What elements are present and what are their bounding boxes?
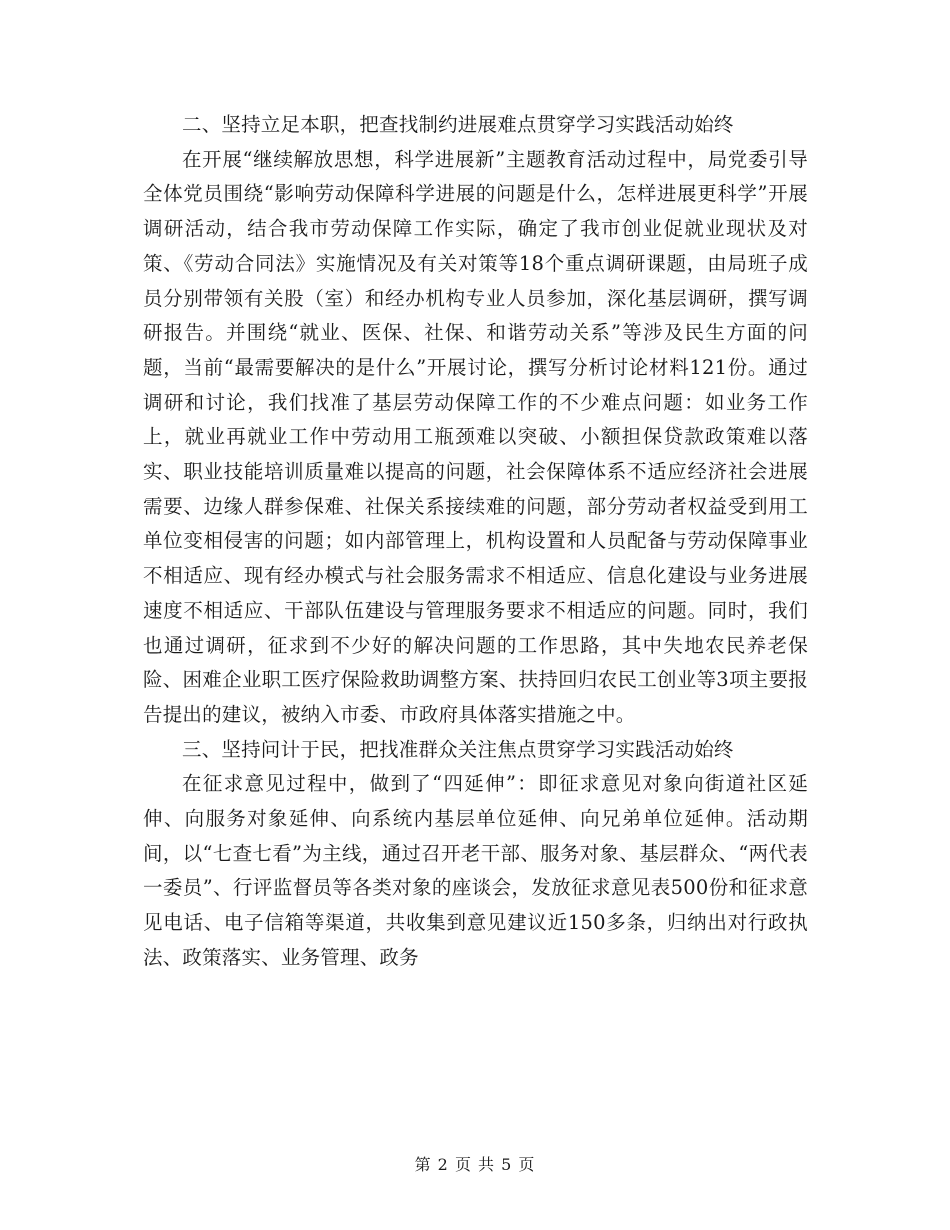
- section-heading-2: 二、坚持立足本职，把查找制约进展难点贯穿学习实践活动始终: [182, 113, 734, 136]
- section-body-2: 在开展“继续解放思想，科学进展新”主题教育活动过程中，局党委引导全体党员围绕“影响劳动保障科学进展的问题是什么，怎样进展更科学”开展调研活动，结合我市劳动保障工作实际，确定了我市创业促就业现状及对策、《劳动合同法》实施情况及有关对策等18个重点调研课题，由局班子成员分别带领有关股（室）和经办机构专业人员参加，深化基层调研，撰写调研报告。并围绕“就业、医保、社保、和谐劳动关系”等涉及民生方面的问题，当前“最需要解决的是什么”开展讨论，撰写分析讨论材料121份。通过调研和讨论，我们找准了基层劳动保障工作的不少难点问题：如业务工作上，就业再就业工作中劳动用工瓶颈难以突破、小额担保贷款政策难以落实、职业技能培训质量难以提高的问题，社会保障体系不适应经济社会进展需要、边缘人群参保难、社保关系接续难的问题，部分劳动者权益受到用工单位变相侵害的问题；如内部管理上，机构设置和人员配备与劳动保障事业不相适应、现有经办模式与社会服务需求不相适应、信息化建设与业务进展速度不相适应、干部队伍建设与管理服务要求不相适应的问题。同时，我们也通过调研，征求到不少好的解决问题的工作思路，其中失地农民养老保险、困难企业职工医疗保险救助调整方案、扶持回归农民工创业等3项主要报告提出的建议，被纳入市委、市政府具体落实措施之中。: [143, 147, 808, 726]
- document-body: [143, 108, 808, 976]
- section-body-3: 在征求意见过程中，做到了“四延伸”：即征求意见对象向街道社区延伸、向服务对象延伸、向系统内基层单位延伸、向兄弟单位延伸。活动期间，以“七查七看”为主线，通过召开老干部、服务对象、基层群众、“两代表一委员”、行评监督员等各类对象的座谈会，发放征求意见表500份和征求意见电话、电子信箱等渠道，共收集到意见建议近150多条，归纳出对行政执法、政策落实、业务管理、政务: [143, 772, 808, 969]
- page-number-footer: 第 2 页 共 5 页: [414, 1155, 536, 1174]
- section-heading-3: 三、坚持问计于民，把找准群众关注焦点贯穿学习实践活动始终: [182, 737, 734, 761]
